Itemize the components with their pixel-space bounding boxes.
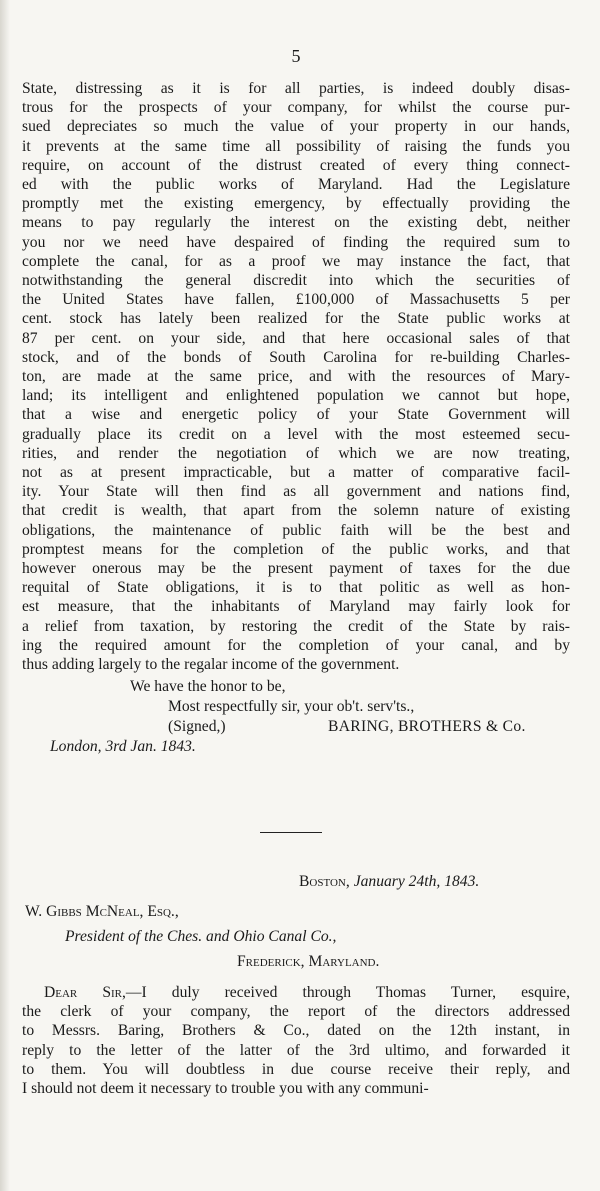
letter2-dateline (299, 873, 479, 891)
letter1-text-line: promptly met the existing emergency, by effectually providing the (22, 195, 570, 213)
letter1-text-line: thus adding largely to the regalar income of the government. (22, 656, 400, 674)
letter1-body (22, 79, 570, 674)
letter1-text-line: promptest means for the completion of the public works, and that (22, 540, 570, 558)
letter2-body (22, 983, 570, 1098)
letter1-text-line: land; its intelligent and enlightened population we cannot but hope, (22, 387, 570, 405)
section-divider (260, 832, 322, 833)
letter1-text-line: ed with the public works of Maryland. Had the Legislature (22, 176, 570, 194)
letter1-text-line: a relief from taxation, by restoring the credit of the State by rais- (22, 617, 570, 635)
letter2-line-text: —I duly received through Thomas Turner, esquire, (125, 984, 571, 1001)
letter1-text-line: that a wise and energetic policy of your State Government will (22, 406, 570, 424)
letter1-text-line: complete the canal, for as a proof we may instance the fact, that (22, 252, 570, 270)
closing-honor: We have the honor to be, (130, 678, 286, 695)
recipient-name: W. Gibbs McNeal, Esq., (25, 903, 179, 920)
dateline-date: January 24th, 1843. (353, 873, 480, 890)
recipient-location: Frederick, Maryland. (237, 953, 380, 970)
letter1-text-line: ity. Your State will then find as all government and nations find, (22, 483, 570, 501)
letter2-text-line: to Messrs. Baring, Brothers & Co., dated on the 12th instant, in (22, 1022, 570, 1040)
letter1-text-line: ing the required amount for the completion of your canal, and by (22, 636, 570, 654)
closing-respect: Most respectfully sir, your ob't. serv'ts., (168, 698, 415, 715)
letter1-text-line: trous for the prospects of your company, for whilst the course pur- (22, 99, 570, 117)
recipient-title: President of the Ches. and Ohio Canal Co., (65, 928, 337, 945)
signed-label: (Signed,) (168, 718, 226, 735)
scan-edge-shadow (0, 0, 10, 1191)
letter1-text-line: 87 per cent. on your side, and that here occasional sales of that (22, 329, 570, 347)
page-number: 5 (291, 46, 301, 66)
letter1-text-line: State, distressing as it is for all parties, is indeed doubly disas- (22, 80, 570, 97)
letter1-text-line: stock, and of the bonds of South Carolina for re-building Charles- (22, 348, 570, 366)
letter1-text-line: however onerous may be the present payment of taxes for the due (22, 560, 570, 578)
letter1-text-line: cent. stock has lately been realized for the State public works at (22, 310, 570, 328)
letter1-text-line: requital of State obligations, it is to that politic as well as hon- (22, 579, 570, 597)
salutation: Dear Sir, (44, 984, 126, 1001)
letter1-text-line: you nor we need have despaired of finding the required sum to (22, 233, 570, 251)
letter1-text-line: that credit is wealth, that apart from the solemn nature of existing (22, 502, 570, 520)
letter1-text-line: means to pay regularly the interest on the existing debt, neither (22, 214, 570, 232)
letter1-text-line: gradually place its credit on a level with the most esteemed secu- (22, 425, 570, 443)
letter1-text-line: obligations, the maintenance of public faith will be the best and (22, 521, 570, 539)
letter1-text-line: sued depreciates so much the value of your property in our hands, (22, 118, 570, 136)
letter2-text-line (22, 983, 570, 1002)
letter1-text-line: the United States have fallen, £100,000 of Massachusetts 5 per (22, 291, 570, 309)
letter2-text-line: to them. You will doubtless in due course receive their reply, and (22, 1060, 570, 1078)
letter2-text-line: the clerk of your company, the report of the directors addressed (22, 1003, 570, 1021)
letter1-text-line: ton, are made at the same price, and with the resources of Mary- (22, 368, 570, 386)
letter1-text-line: require, on account of the distrust created of every thing connect- (22, 156, 570, 174)
letter2-text-line: reply to the letter of the latter of the 3rd ultimo, and forwarded it (22, 1041, 570, 1059)
letter1-text-line: est measure, that the inhabitants of Maryland may fairly look for (22, 598, 570, 616)
letter1-text-line: it prevents at the same time all possibility of raising the funds you (22, 137, 570, 155)
letter1-text-line: notwithstanding the general discredit into which the securities of (22, 272, 570, 290)
letter1-text-line: not as at present impracticable, but a matter of comparative facil- (22, 464, 570, 482)
dateline-place: Boston, (299, 873, 350, 890)
letter1-text-line: rities, and render the negotiation of which we are now treating, (22, 444, 570, 462)
letter2-text-line: I should not deem it necessary to trouble you with any communi- (22, 1080, 429, 1098)
signatory: BARING, BROTHERS & Co. (328, 718, 526, 735)
letter1-place-date: London, 3rd Jan. 1843. (50, 738, 196, 755)
